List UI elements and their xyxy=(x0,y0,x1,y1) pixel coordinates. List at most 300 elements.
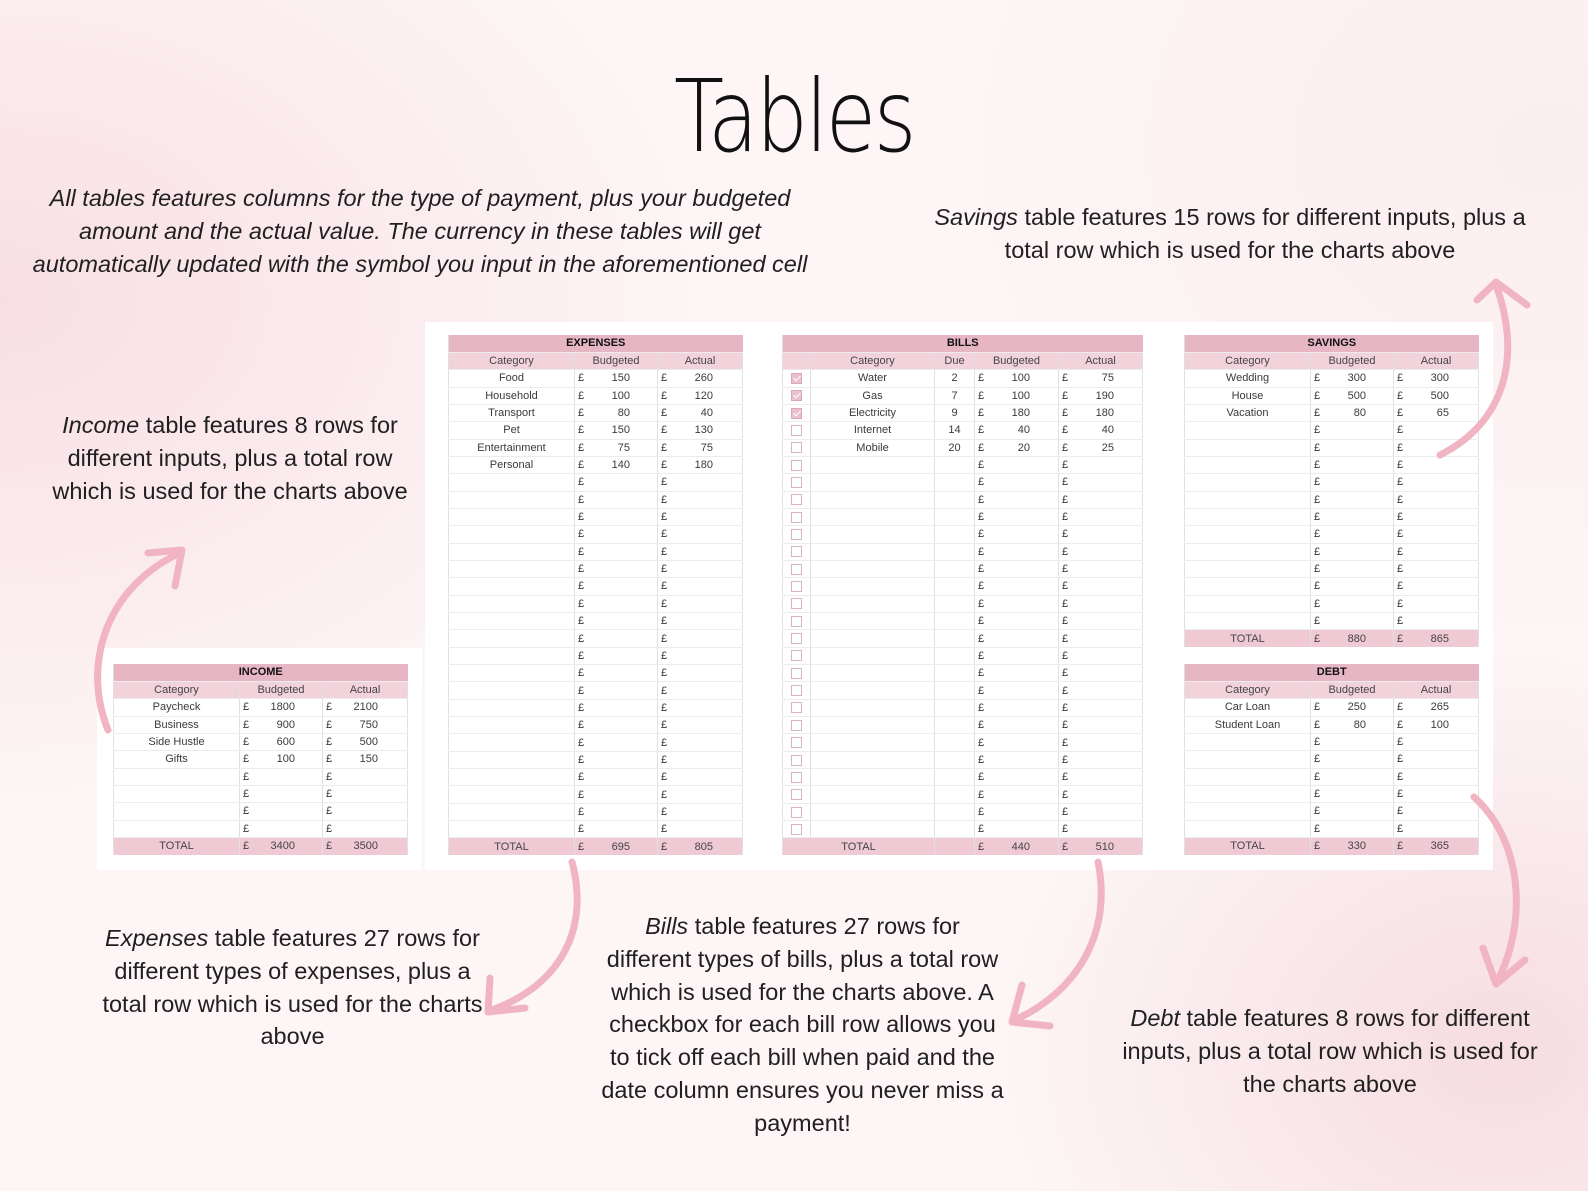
actual-cell[interactable] xyxy=(1394,803,1479,820)
budgeted-cell[interactable] xyxy=(1311,526,1394,543)
category-cell[interactable] xyxy=(1185,803,1311,820)
actual-cell[interactable] xyxy=(1394,768,1479,785)
paid-checkbox-cell[interactable] xyxy=(783,491,811,508)
budgeted-cell[interactable] xyxy=(975,647,1059,664)
category-cell[interactable] xyxy=(811,613,935,630)
category-cell[interactable] xyxy=(811,786,935,803)
actual-cell[interactable] xyxy=(658,734,743,751)
actual-cell[interactable] xyxy=(1059,751,1143,768)
actual-cell[interactable] xyxy=(1059,665,1143,682)
budgeted-cell[interactable] xyxy=(575,803,658,820)
actual-cell[interactable] xyxy=(1394,613,1479,630)
budgeted-cell[interactable] xyxy=(575,734,658,751)
category-cell[interactable]: Transport xyxy=(449,404,575,421)
budgeted-cell[interactable] xyxy=(1311,733,1394,750)
budgeted-cell[interactable] xyxy=(1311,439,1394,456)
category-cell[interactable]: Business xyxy=(114,716,240,733)
actual-cell[interactable] xyxy=(658,613,743,630)
category-cell[interactable] xyxy=(449,751,575,768)
category-cell[interactable] xyxy=(811,717,935,734)
category-cell[interactable] xyxy=(811,769,935,786)
actual-cell[interactable] xyxy=(658,560,743,577)
category-cell[interactable]: Internet xyxy=(811,422,935,439)
paid-checkbox[interactable] xyxy=(791,650,802,661)
actual-cell[interactable] xyxy=(1059,786,1143,803)
category-cell[interactable] xyxy=(114,768,240,785)
category-cell[interactable] xyxy=(1185,456,1311,473)
category-cell[interactable] xyxy=(811,508,935,525)
budgeted-cell[interactable] xyxy=(575,474,658,491)
due-cell[interactable] xyxy=(935,647,975,664)
budgeted-cell[interactable] xyxy=(575,456,658,473)
budgeted-cell[interactable] xyxy=(1311,456,1394,473)
due-cell[interactable] xyxy=(935,543,975,560)
category-cell[interactable] xyxy=(449,543,575,560)
category-cell[interactable] xyxy=(449,803,575,820)
budgeted-cell[interactable] xyxy=(975,630,1059,647)
category-cell[interactable] xyxy=(1185,526,1311,543)
paid-checkbox[interactable] xyxy=(791,737,802,748)
budgeted-cell[interactable] xyxy=(1311,751,1394,768)
paid-checkbox[interactable] xyxy=(791,564,802,575)
budgeted-cell[interactable] xyxy=(975,717,1059,734)
category-cell[interactable]: Household xyxy=(449,387,575,404)
actual-cell[interactable] xyxy=(658,769,743,786)
budgeted-cell[interactable] xyxy=(975,370,1059,387)
actual-cell[interactable] xyxy=(658,717,743,734)
budgeted-cell[interactable] xyxy=(975,560,1059,577)
category-cell[interactable] xyxy=(449,595,575,612)
paid-checkbox[interactable] xyxy=(791,685,802,696)
category-cell[interactable]: Pet xyxy=(449,422,575,439)
category-cell[interactable] xyxy=(449,734,575,751)
paid-checkbox[interactable] xyxy=(791,598,802,609)
actual-cell[interactable] xyxy=(1394,456,1479,473)
budgeted-cell[interactable] xyxy=(1311,699,1394,716)
category-cell[interactable] xyxy=(449,699,575,716)
budgeted-cell[interactable] xyxy=(975,387,1059,404)
paid-checkbox-cell[interactable] xyxy=(783,595,811,612)
actual-cell[interactable] xyxy=(1059,630,1143,647)
paid-checkbox-cell[interactable] xyxy=(783,769,811,786)
category-cell[interactable] xyxy=(449,491,575,508)
actual-cell[interactable] xyxy=(1059,560,1143,577)
category-cell[interactable] xyxy=(811,474,935,491)
category-cell[interactable] xyxy=(449,682,575,699)
budgeted-cell[interactable] xyxy=(975,578,1059,595)
budgeted-cell[interactable] xyxy=(1311,491,1394,508)
actual-cell[interactable] xyxy=(1059,682,1143,699)
actual-cell[interactable] xyxy=(658,821,743,838)
paid-checkbox-cell[interactable] xyxy=(783,439,811,456)
budgeted-cell[interactable] xyxy=(575,786,658,803)
category-cell[interactable]: Vacation xyxy=(1185,404,1311,421)
category-cell[interactable]: Water xyxy=(811,370,935,387)
budgeted-cell[interactable] xyxy=(240,803,323,820)
budgeted-cell[interactable] xyxy=(240,785,323,802)
actual-cell[interactable] xyxy=(1059,699,1143,716)
category-cell[interactable] xyxy=(1185,439,1311,456)
paid-checkbox[interactable] xyxy=(791,512,802,523)
paid-checkbox[interactable] xyxy=(791,425,802,436)
budgeted-cell[interactable] xyxy=(975,786,1059,803)
paid-checkbox[interactable] xyxy=(791,477,802,488)
actual-cell[interactable] xyxy=(1394,820,1479,837)
paid-checkbox-cell[interactable] xyxy=(783,630,811,647)
actual-cell[interactable] xyxy=(1394,560,1479,577)
category-cell[interactable] xyxy=(1185,543,1311,560)
category-cell[interactable] xyxy=(114,820,240,837)
budgeted-cell[interactable] xyxy=(575,821,658,838)
budgeted-cell[interactable] xyxy=(1311,387,1394,404)
category-cell[interactable] xyxy=(449,665,575,682)
budgeted-cell[interactable] xyxy=(1311,820,1394,837)
due-cell[interactable] xyxy=(935,751,975,768)
category-cell[interactable] xyxy=(449,560,575,577)
category-cell[interactable] xyxy=(114,803,240,820)
actual-cell[interactable] xyxy=(658,630,743,647)
budgeted-cell[interactable] xyxy=(575,699,658,716)
actual-cell[interactable] xyxy=(1394,422,1479,439)
category-cell[interactable] xyxy=(114,785,240,802)
due-cell[interactable] xyxy=(935,682,975,699)
category-cell[interactable]: Paycheck xyxy=(114,699,240,716)
paid-checkbox-cell[interactable] xyxy=(783,560,811,577)
category-cell[interactable] xyxy=(811,647,935,664)
budgeted-cell[interactable] xyxy=(575,769,658,786)
due-cell[interactable] xyxy=(935,560,975,577)
actual-cell[interactable] xyxy=(323,803,408,820)
paid-checkbox-cell[interactable] xyxy=(783,456,811,473)
paid-checkbox[interactable] xyxy=(791,633,802,644)
due-cell[interactable]: 7 xyxy=(935,387,975,404)
paid-checkbox-cell[interactable] xyxy=(783,613,811,630)
budgeted-cell[interactable] xyxy=(975,734,1059,751)
category-cell[interactable] xyxy=(811,543,935,560)
actual-cell[interactable] xyxy=(323,751,408,768)
budgeted-cell[interactable] xyxy=(240,751,323,768)
paid-checkbox-cell[interactable] xyxy=(783,387,811,404)
budgeted-cell[interactable] xyxy=(975,751,1059,768)
actual-cell[interactable] xyxy=(658,370,743,387)
category-cell[interactable] xyxy=(811,456,935,473)
due-cell[interactable] xyxy=(935,786,975,803)
actual-cell[interactable] xyxy=(1394,404,1479,421)
paid-checkbox[interactable] xyxy=(791,408,802,419)
actual-cell[interactable] xyxy=(658,682,743,699)
budgeted-cell[interactable] xyxy=(575,526,658,543)
budgeted-cell[interactable] xyxy=(975,439,1059,456)
category-cell[interactable] xyxy=(1185,733,1311,750)
budgeted-cell[interactable] xyxy=(1311,785,1394,802)
category-cell[interactable] xyxy=(449,474,575,491)
actual-cell[interactable] xyxy=(1394,578,1479,595)
actual-cell[interactable] xyxy=(658,491,743,508)
paid-checkbox[interactable] xyxy=(791,668,802,679)
actual-cell[interactable] xyxy=(1059,370,1143,387)
budgeted-cell[interactable] xyxy=(575,595,658,612)
budgeted-cell[interactable] xyxy=(575,543,658,560)
paid-checkbox[interactable] xyxy=(791,702,802,713)
due-cell[interactable] xyxy=(935,491,975,508)
budgeted-cell[interactable] xyxy=(1311,543,1394,560)
actual-cell[interactable] xyxy=(1059,474,1143,491)
category-cell[interactable] xyxy=(1185,751,1311,768)
due-cell[interactable] xyxy=(935,734,975,751)
budgeted-cell[interactable] xyxy=(1311,508,1394,525)
due-cell[interactable] xyxy=(935,717,975,734)
actual-cell[interactable] xyxy=(1059,508,1143,525)
actual-cell[interactable] xyxy=(1059,439,1143,456)
category-cell[interactable] xyxy=(449,508,575,525)
paid-checkbox[interactable] xyxy=(791,772,802,783)
category-cell[interactable] xyxy=(811,682,935,699)
actual-cell[interactable] xyxy=(1059,595,1143,612)
category-cell[interactable] xyxy=(1185,422,1311,439)
paid-checkbox-cell[interactable] xyxy=(783,682,811,699)
paid-checkbox[interactable] xyxy=(791,460,802,471)
paid-checkbox[interactable] xyxy=(791,442,802,453)
budgeted-cell[interactable] xyxy=(975,595,1059,612)
budgeted-cell[interactable] xyxy=(575,508,658,525)
actual-cell[interactable] xyxy=(323,699,408,716)
category-cell[interactable] xyxy=(811,560,935,577)
actual-cell[interactable] xyxy=(658,526,743,543)
category-cell[interactable] xyxy=(811,803,935,820)
due-cell[interactable] xyxy=(935,474,975,491)
budgeted-cell[interactable] xyxy=(975,682,1059,699)
budgeted-cell[interactable] xyxy=(575,682,658,699)
actual-cell[interactable] xyxy=(1394,716,1479,733)
paid-checkbox-cell[interactable] xyxy=(783,370,811,387)
due-cell[interactable] xyxy=(935,613,975,630)
paid-checkbox-cell[interactable] xyxy=(783,786,811,803)
actual-cell[interactable] xyxy=(1394,439,1479,456)
budgeted-cell[interactable] xyxy=(1311,474,1394,491)
actual-cell[interactable] xyxy=(323,733,408,750)
actual-cell[interactable] xyxy=(658,422,743,439)
budgeted-cell[interactable] xyxy=(575,665,658,682)
budgeted-cell[interactable] xyxy=(1311,613,1394,630)
paid-checkbox[interactable] xyxy=(791,390,802,401)
category-cell[interactable] xyxy=(1185,560,1311,577)
budgeted-cell[interactable] xyxy=(240,768,323,785)
actual-cell[interactable] xyxy=(1394,751,1479,768)
actual-cell[interactable] xyxy=(1059,526,1143,543)
budgeted-cell[interactable] xyxy=(975,526,1059,543)
due-cell[interactable] xyxy=(935,803,975,820)
paid-checkbox[interactable] xyxy=(791,720,802,731)
paid-checkbox-cell[interactable] xyxy=(783,578,811,595)
actual-cell[interactable] xyxy=(1059,647,1143,664)
category-cell[interactable]: Mobile xyxy=(811,439,935,456)
budgeted-cell[interactable] xyxy=(975,422,1059,439)
paid-checkbox-cell[interactable] xyxy=(783,422,811,439)
actual-cell[interactable] xyxy=(1394,370,1479,387)
due-cell[interactable] xyxy=(935,578,975,595)
due-cell[interactable] xyxy=(935,769,975,786)
actual-cell[interactable] xyxy=(1394,733,1479,750)
paid-checkbox-cell[interactable] xyxy=(783,734,811,751)
budgeted-cell[interactable] xyxy=(575,630,658,647)
budgeted-cell[interactable] xyxy=(975,769,1059,786)
budgeted-cell[interactable] xyxy=(575,387,658,404)
paid-checkbox-cell[interactable] xyxy=(783,526,811,543)
paid-checkbox[interactable] xyxy=(791,616,802,627)
paid-checkbox-cell[interactable] xyxy=(783,751,811,768)
paid-checkbox[interactable] xyxy=(791,494,802,505)
paid-checkbox[interactable] xyxy=(791,824,802,835)
category-cell[interactable] xyxy=(1185,820,1311,837)
category-cell[interactable]: Car Loan xyxy=(1185,699,1311,716)
budgeted-cell[interactable] xyxy=(240,699,323,716)
actual-cell[interactable] xyxy=(1059,491,1143,508)
paid-checkbox-cell[interactable] xyxy=(783,404,811,421)
due-cell[interactable] xyxy=(935,595,975,612)
budgeted-cell[interactable] xyxy=(575,439,658,456)
budgeted-cell[interactable] xyxy=(575,613,658,630)
paid-checkbox-cell[interactable] xyxy=(783,508,811,525)
category-cell[interactable] xyxy=(811,699,935,716)
category-cell[interactable] xyxy=(449,769,575,786)
actual-cell[interactable] xyxy=(323,785,408,802)
budgeted-cell[interactable] xyxy=(575,422,658,439)
actual-cell[interactable] xyxy=(1394,699,1479,716)
actual-cell[interactable] xyxy=(1059,578,1143,595)
paid-checkbox-cell[interactable] xyxy=(783,543,811,560)
category-cell[interactable] xyxy=(1185,613,1311,630)
actual-cell[interactable] xyxy=(1394,491,1479,508)
actual-cell[interactable] xyxy=(658,387,743,404)
actual-cell[interactable] xyxy=(1394,595,1479,612)
budgeted-cell[interactable] xyxy=(575,578,658,595)
paid-checkbox-cell[interactable] xyxy=(783,647,811,664)
budgeted-cell[interactable] xyxy=(575,491,658,508)
budgeted-cell[interactable] xyxy=(975,803,1059,820)
actual-cell[interactable] xyxy=(658,578,743,595)
actual-cell[interactable] xyxy=(658,456,743,473)
category-cell[interactable] xyxy=(449,630,575,647)
due-cell[interactable]: 14 xyxy=(935,422,975,439)
actual-cell[interactable] xyxy=(1394,387,1479,404)
budgeted-cell[interactable] xyxy=(1311,716,1394,733)
category-cell[interactable] xyxy=(811,734,935,751)
category-cell[interactable]: Entertainment xyxy=(449,439,575,456)
actual-cell[interactable] xyxy=(1394,474,1479,491)
category-cell[interactable] xyxy=(811,630,935,647)
actual-cell[interactable] xyxy=(1394,508,1479,525)
paid-checkbox[interactable] xyxy=(791,546,802,557)
category-cell[interactable] xyxy=(449,578,575,595)
budgeted-cell[interactable] xyxy=(975,665,1059,682)
paid-checkbox-cell[interactable] xyxy=(783,699,811,716)
actual-cell[interactable] xyxy=(1059,387,1143,404)
budgeted-cell[interactable] xyxy=(1311,422,1394,439)
due-cell[interactable] xyxy=(935,526,975,543)
paid-checkbox-cell[interactable] xyxy=(783,665,811,682)
category-cell[interactable] xyxy=(1185,768,1311,785)
actual-cell[interactable] xyxy=(658,543,743,560)
category-cell[interactable] xyxy=(449,821,575,838)
category-cell[interactable] xyxy=(1185,578,1311,595)
actual-cell[interactable] xyxy=(658,404,743,421)
budgeted-cell[interactable] xyxy=(975,821,1059,838)
category-cell[interactable] xyxy=(1185,508,1311,525)
actual-cell[interactable] xyxy=(658,508,743,525)
budgeted-cell[interactable] xyxy=(975,508,1059,525)
category-cell[interactable]: House xyxy=(1185,387,1311,404)
actual-cell[interactable] xyxy=(1394,785,1479,802)
paid-checkbox[interactable] xyxy=(791,789,802,800)
category-cell[interactable] xyxy=(811,578,935,595)
due-cell[interactable]: 2 xyxy=(935,370,975,387)
actual-cell[interactable] xyxy=(323,820,408,837)
budgeted-cell[interactable] xyxy=(1311,578,1394,595)
category-cell[interactable]: Side Hustle xyxy=(114,733,240,750)
due-cell[interactable] xyxy=(935,456,975,473)
actual-cell[interactable] xyxy=(658,751,743,768)
budgeted-cell[interactable] xyxy=(975,543,1059,560)
budgeted-cell[interactable] xyxy=(575,370,658,387)
category-cell[interactable] xyxy=(449,613,575,630)
budgeted-cell[interactable] xyxy=(575,404,658,421)
category-cell[interactable] xyxy=(449,786,575,803)
actual-cell[interactable] xyxy=(658,474,743,491)
actual-cell[interactable] xyxy=(1059,456,1143,473)
actual-cell[interactable] xyxy=(1059,803,1143,820)
budgeted-cell[interactable] xyxy=(975,456,1059,473)
category-cell[interactable]: Gifts xyxy=(114,751,240,768)
budgeted-cell[interactable] xyxy=(975,699,1059,716)
paid-checkbox[interactable] xyxy=(791,581,802,592)
budgeted-cell[interactable] xyxy=(240,820,323,837)
category-cell[interactable] xyxy=(811,526,935,543)
category-cell[interactable] xyxy=(1185,785,1311,802)
actual-cell[interactable] xyxy=(658,699,743,716)
category-cell[interactable] xyxy=(811,665,935,682)
budgeted-cell[interactable] xyxy=(240,716,323,733)
actual-cell[interactable] xyxy=(1059,821,1143,838)
actual-cell[interactable] xyxy=(658,595,743,612)
due-cell[interactable]: 9 xyxy=(935,404,975,421)
paid-checkbox-cell[interactable] xyxy=(783,821,811,838)
paid-checkbox[interactable] xyxy=(791,373,802,384)
actual-cell[interactable] xyxy=(1059,422,1143,439)
due-cell[interactable] xyxy=(935,508,975,525)
actual-cell[interactable] xyxy=(1394,526,1479,543)
actual-cell[interactable] xyxy=(1059,717,1143,734)
budgeted-cell[interactable] xyxy=(1311,595,1394,612)
category-cell[interactable]: Student Loan xyxy=(1185,716,1311,733)
actual-cell[interactable] xyxy=(658,665,743,682)
actual-cell[interactable] xyxy=(658,647,743,664)
category-cell[interactable] xyxy=(1185,474,1311,491)
category-cell[interactable]: Food xyxy=(449,370,575,387)
budgeted-cell[interactable] xyxy=(1311,803,1394,820)
budgeted-cell[interactable] xyxy=(975,474,1059,491)
actual-cell[interactable] xyxy=(323,768,408,785)
budgeted-cell[interactable] xyxy=(240,733,323,750)
category-cell[interactable]: Wedding xyxy=(1185,370,1311,387)
budgeted-cell[interactable] xyxy=(575,560,658,577)
actual-cell[interactable] xyxy=(1059,543,1143,560)
budgeted-cell[interactable] xyxy=(1311,560,1394,577)
actual-cell[interactable] xyxy=(658,803,743,820)
actual-cell[interactable] xyxy=(1059,404,1143,421)
budgeted-cell[interactable] xyxy=(975,404,1059,421)
actual-cell[interactable] xyxy=(323,716,408,733)
category-cell[interactable]: Personal xyxy=(449,456,575,473)
